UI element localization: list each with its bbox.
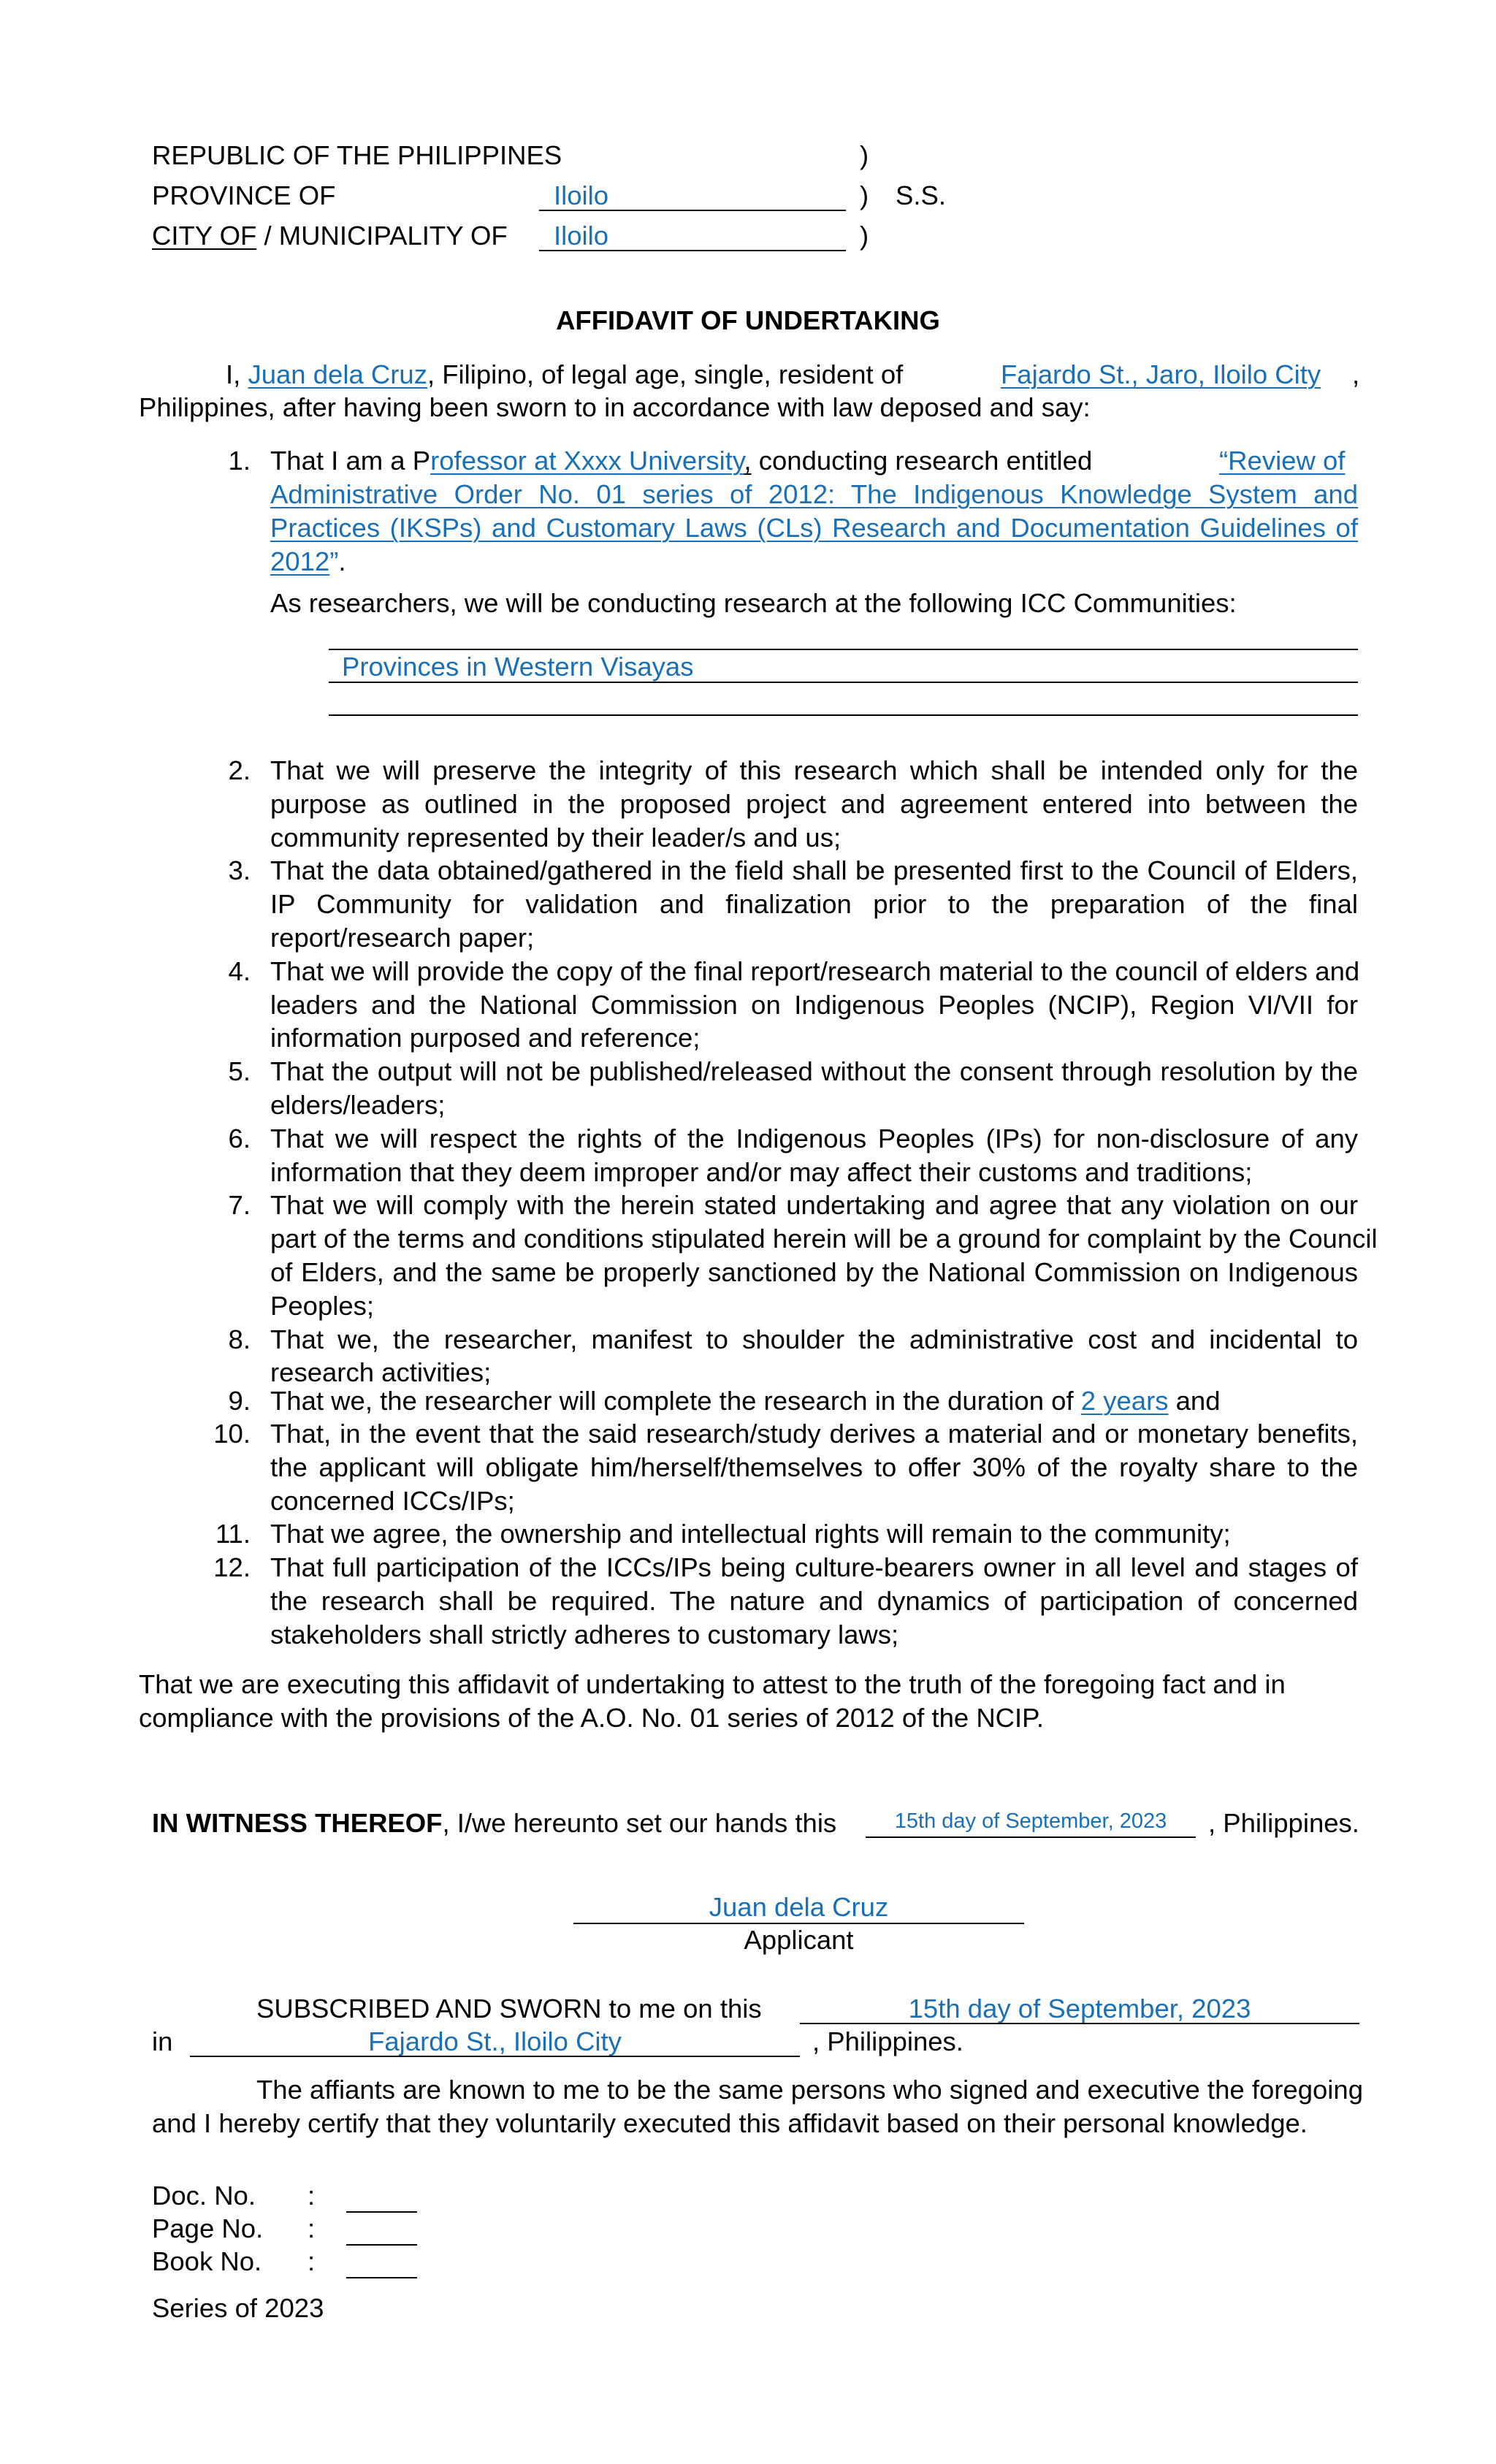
list-item-line: information that they deem improper and/or may affect their customs and traditions; xyxy=(270,1156,1253,1187)
item-number: 8. xyxy=(228,1324,251,1354)
list-item-line: stakeholders shall strictly adheres to customary laws; xyxy=(270,1619,899,1649)
doc-no-field[interactable] xyxy=(346,2211,417,2213)
sworn-text: SUBSCRIBED AND SWORN to me on this xyxy=(256,1994,762,2024)
item-number: 3. xyxy=(228,855,251,886)
item-number: 11. xyxy=(215,1519,251,1549)
list-item-line: information purposed and reference; xyxy=(270,1023,701,1053)
position-field[interactable]: rofessor at Xxxx University xyxy=(430,446,744,476)
list-item-line: That the data obtained/gathered in the field shall be presented first to the Council of Elders, xyxy=(270,855,1358,886)
item-number: 7. xyxy=(228,1190,251,1221)
list-item-line: concerned ICCs/IPs; xyxy=(270,1485,515,1516)
item9-text: That we, the researcher will complete the research in the duration of 2 years and xyxy=(270,1386,1221,1416)
colon: : xyxy=(308,2246,316,2276)
book-no-field[interactable] xyxy=(346,2277,417,2278)
research-title-line-2[interactable]: Administrative Order No. 01 series of 2012: The Indigenous Knowledge System and xyxy=(270,479,1358,509)
list-item-line: of Elders, and the same be properly sanctioned by the National Commission on Indigenous xyxy=(270,1257,1358,1287)
closing-line-2: compliance with the provisions of the A.O. No. 01 series of 2012 of the NCIP. xyxy=(139,1703,1044,1733)
item-number: 6. xyxy=(228,1123,251,1153)
city-field[interactable]: Iloilo xyxy=(554,221,609,251)
paren: ) xyxy=(860,221,869,251)
list-item-line: leaders and the National Commission on Indigenous Peoples (NCIP), Region VI/VII for xyxy=(270,989,1358,1020)
item1-line-1: That I am a Professor at Xxxx University, conducting research entitled xyxy=(270,446,1093,476)
community-line xyxy=(329,682,1358,683)
page-no-label: Page No. xyxy=(152,2213,264,2243)
list-item-line: part of the terms and conditions stipulated herein will be a ground for complaint by the Council xyxy=(270,1224,1378,1254)
list-item-line: research activities; xyxy=(270,1357,492,1388)
duration-field[interactable]: 2 years xyxy=(1080,1386,1169,1416)
item-number: 9. xyxy=(228,1386,251,1416)
colon: : xyxy=(308,2181,316,2211)
signature-role: Applicant xyxy=(744,1925,854,1955)
sworn-date-field[interactable]: 15th day of September, 2023 xyxy=(908,1994,1251,2024)
document-title: AFFIDAVIT OF UNDERTAKING xyxy=(556,305,940,335)
list-item-line: the research shall be required. The nature and dynamics of participation of concerned xyxy=(270,1586,1358,1616)
list-item-line: That the output will not be published/released without the consent through resolution by the xyxy=(270,1056,1358,1087)
sworn-place-field[interactable]: Fajardo St., Iloilo City xyxy=(368,2026,622,2056)
sworn-place-underline xyxy=(190,2056,800,2057)
list-item-line: That we agree, the ownership and intellectual rights will remain to the community; xyxy=(270,1519,1231,1549)
province-label: PROVINCE OF xyxy=(152,180,336,210)
item-number: 2. xyxy=(228,755,251,785)
list-item-line: report/research paper; xyxy=(270,923,535,953)
doc-no-label: Doc. No. xyxy=(152,2181,256,2211)
signature-name[interactable]: Juan dela Cruz xyxy=(709,1892,889,1922)
sworn-end: , Philippines. xyxy=(812,2026,963,2056)
list-item-line: That, in the event that the said research/study derives a material and or monetary benefits, xyxy=(270,1419,1358,1449)
list-item-line: That we will provide the copy of the final report/research material to the council of elders and xyxy=(270,956,1360,986)
item-number: 10. xyxy=(213,1419,251,1449)
item-number: 5. xyxy=(228,1056,251,1087)
paren: ) xyxy=(860,180,869,210)
witness-date-field[interactable]: 15th day of September, 2023 xyxy=(894,1809,1167,1833)
research-title-line-4: 2012”. xyxy=(270,546,346,576)
colon: : xyxy=(308,2213,316,2243)
communities-label: As researchers, we will be conducting research at the following ICC Communities: xyxy=(270,588,1237,618)
book-no-label: Book No. xyxy=(152,2246,262,2276)
republic-label: REPUBLIC OF THE PHILIPPINES xyxy=(152,140,562,170)
certify-line-1: The affiants are known to me to be the same persons who signed and executive the foregoing xyxy=(256,2075,1364,2105)
list-item-line: IP Community for validation and finalization prior to the preparation of the final xyxy=(270,889,1358,920)
community-field[interactable]: Provinces in Western Visayas xyxy=(342,652,694,682)
certify-line-2: and I hereby certify that they voluntarily executed this affidavit based on their personal knowledge. xyxy=(152,2108,1308,2138)
intro-line-2: Philippines, after having been sworn to in accordance with law deposed and say: xyxy=(139,392,1091,422)
item-number: 4. xyxy=(228,956,251,986)
list-item-line: community represented by their leader/s and us; xyxy=(270,822,842,853)
research-title-field[interactable]: “Review of xyxy=(1219,446,1346,476)
page-no-field[interactable] xyxy=(346,2244,417,2246)
paren: ) xyxy=(860,140,869,170)
witness-text: IN WITNESS THEREOF, I/we hereunto set our hands this xyxy=(152,1808,837,1838)
research-title-line-3[interactable]: Practices (IKSPs) and Customary Laws (CLs) Research and Documentation Guidelines of xyxy=(270,513,1358,543)
list-item-line: That we will comply with the herein stated undertaking and agree that any violation on our xyxy=(270,1190,1358,1221)
residence-field[interactable]: Fajardo St., Jaro, Iloilo City xyxy=(1001,359,1321,389)
ss-label: S.S. xyxy=(896,180,946,210)
item-number: 1. xyxy=(228,446,251,476)
intro-line-1: I, Juan dela Cruz, Filipino, of legal age, single, resident of xyxy=(226,359,904,389)
list-item-line: Peoples; xyxy=(270,1290,375,1321)
list-item-line: elders/leaders; xyxy=(270,1090,446,1120)
list-item-line: That we will respect the rights of the Indigenous Peoples (IPs) for non-disclosure of any xyxy=(270,1123,1358,1153)
list-item-line: the applicant will obligate him/herself/themselves to offer 30% of the royalty share to the xyxy=(270,1452,1358,1482)
community-line xyxy=(329,714,1358,716)
applicant-name-field[interactable]: Juan dela Cruz xyxy=(248,359,427,389)
item-number: 12. xyxy=(213,1552,251,1583)
witness-end: , Philippines. xyxy=(1208,1808,1359,1838)
province-field[interactable]: Iloilo xyxy=(554,180,609,210)
city-label: CITY OF / MUNICIPALITY OF xyxy=(152,221,508,251)
sworn-date-underline xyxy=(800,2023,1359,2024)
list-item-line: That full participation of the ICCs/IPs being culture-bearers owner in all level and stages of xyxy=(270,1552,1358,1583)
list-item-line: That we, the researcher, manifest to shoulder the administrative cost and incidental to xyxy=(270,1324,1358,1354)
list-item-line: purpose as outlined in the proposed project and agreement entered into between the xyxy=(270,788,1358,819)
list-item-line: That we will preserve the integrity of this research which shall be intended only for the xyxy=(270,755,1358,785)
comma: , xyxy=(1352,359,1360,389)
series-label: Series of 2023 xyxy=(152,2293,324,2323)
closing-line-1: That we are executing this affidavit of undertaking to attest to the truth of the foregoing fact and in xyxy=(139,1669,1286,1699)
in-label: in xyxy=(152,2026,173,2056)
